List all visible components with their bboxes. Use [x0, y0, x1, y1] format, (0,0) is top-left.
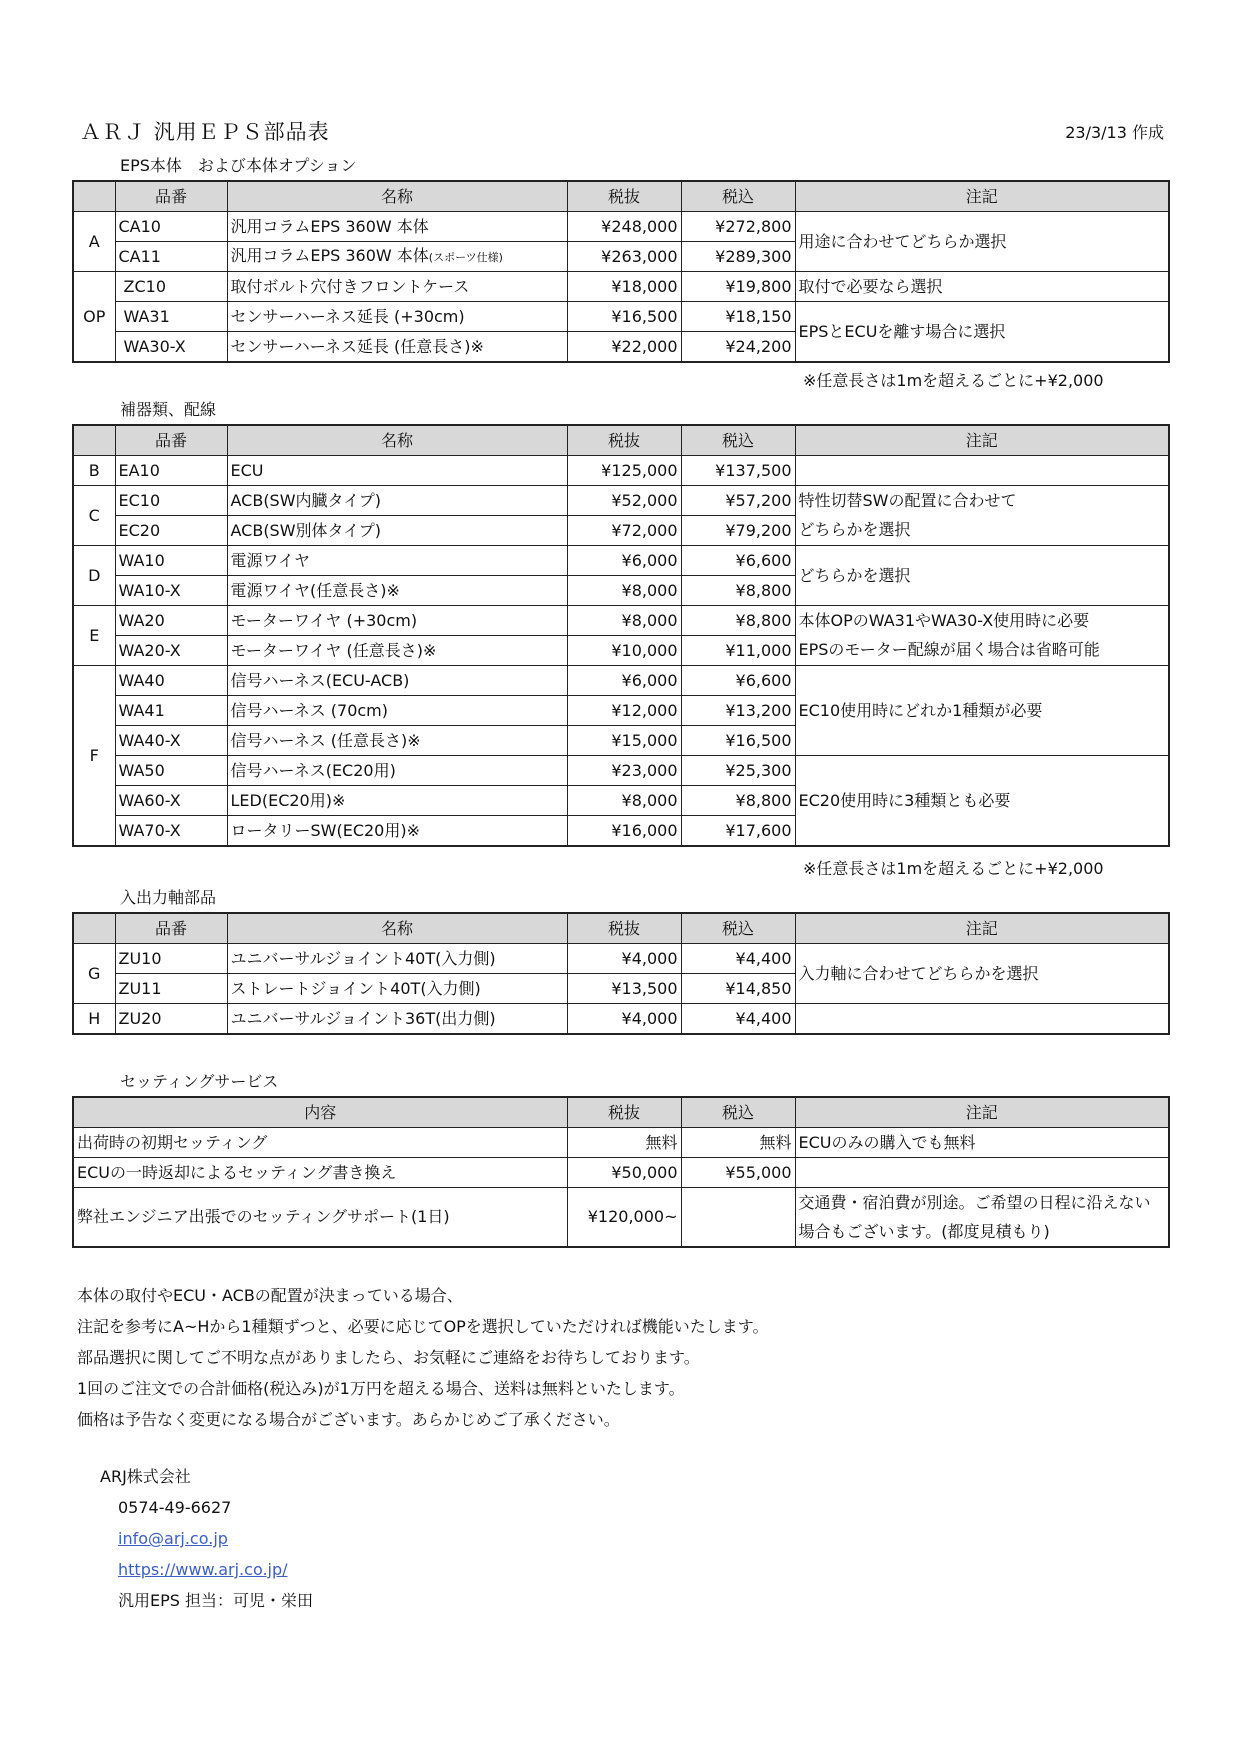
paragraph-line: 1回のご注文での合計価格(税込み)が1万円を超える場合、送料は無料といたします。	[77, 1379, 685, 1398]
table-row	[73, 944, 1169, 974]
table-setting-service	[72, 1096, 1170, 1248]
note-cell: 用途に合わせてどちらか選択	[795, 212, 1169, 272]
price-incl: ¥55,000	[681, 1158, 795, 1188]
header-name: 名称	[227, 913, 567, 944]
part-code: WA20-X	[115, 636, 227, 666]
note-cell: 本体OPのWA31やWA30-X使用時に必要	[795, 606, 1169, 636]
part-name: モーターワイヤ (任意長さ)※	[227, 636, 567, 666]
header-excl: 税抜	[567, 1097, 681, 1128]
header-group	[73, 913, 115, 944]
header-group	[73, 425, 115, 456]
group-label: F	[73, 666, 115, 847]
price-incl: ¥8,800	[681, 786, 795, 816]
group-label: G	[73, 944, 115, 1004]
service-content: ECUの一時返却によるセッティング書き換え	[73, 1158, 567, 1188]
note-cell: 交通費・宿泊費が別途。ご希望の日程に沿えない場合もございます。(都度見積もり)	[795, 1188, 1169, 1248]
table-row	[73, 516, 1169, 546]
table-accessories	[72, 424, 1170, 847]
part-name: ECU	[227, 456, 567, 486]
service-content: 弊社エンジニア出張でのセッティングサポート(1日)	[73, 1188, 567, 1248]
price-excl: ¥8,000	[567, 576, 681, 606]
group-label: OP	[73, 272, 115, 363]
price-excl: 無料	[567, 1128, 681, 1158]
price-excl: ¥50,000	[567, 1158, 681, 1188]
part-name-sub: (スポーツ仕様)	[428, 250, 503, 264]
group-label: H	[73, 1004, 115, 1035]
price-incl: ¥79,200	[681, 516, 795, 546]
price-excl: ¥4,000	[567, 1004, 681, 1035]
table-header-row	[73, 425, 1169, 456]
section-label-service: セッティングサービス	[120, 1072, 279, 1091]
footnote: ※任意長さは1mを超えるごとに+¥2,000	[803, 859, 1104, 878]
price-excl: ¥72,000	[567, 516, 681, 546]
part-code: WA50	[115, 756, 227, 786]
price-excl: ¥6,000	[567, 666, 681, 696]
price-excl: ¥120,000~	[567, 1188, 681, 1248]
price-incl: ¥137,500	[681, 456, 795, 486]
header-code: 品番	[115, 913, 227, 944]
part-code: EC10	[115, 486, 227, 516]
note-cell: EPSのモーター配線が届く場合は省略可能	[795, 636, 1169, 666]
table-row	[73, 302, 1169, 332]
price-incl: ¥4,400	[681, 1004, 795, 1035]
note-cell	[795, 1004, 1169, 1035]
section-label-body: EPS本体 および本体オプション	[120, 156, 357, 175]
part-code: WA31	[115, 302, 227, 332]
table-row	[73, 666, 1169, 696]
part-name: 電源ワイヤ	[227, 546, 567, 576]
header-name: 名称	[227, 425, 567, 456]
table-row	[73, 212, 1169, 242]
price-incl: ¥19,800	[681, 272, 795, 302]
price-incl: ¥289,300	[681, 242, 795, 272]
price-incl: ¥6,600	[681, 546, 795, 576]
part-code: WA30-X	[115, 332, 227, 363]
note-cell: EC20使用時に3種類とも必要	[795, 756, 1169, 847]
page-title: ＡＲＪ 汎用ＥＰＳ部品表	[80, 120, 330, 144]
website-link[interactable]: https://www.arj.co.jp/	[118, 1560, 288, 1579]
note-cell: どちらかを選択	[795, 516, 1169, 546]
table-row	[73, 546, 1169, 576]
part-name	[227, 242, 567, 272]
price-excl: ¥16,000	[567, 816, 681, 847]
part-name: 信号ハーネス(ECU-ACB)	[227, 666, 567, 696]
price-excl: ¥8,000	[567, 786, 681, 816]
part-name: LED(EC20用)※	[227, 786, 567, 816]
price-excl: ¥10,000	[567, 636, 681, 666]
part-name: 信号ハーネス(EC20用)	[227, 756, 567, 786]
price-incl: ¥6,600	[681, 666, 795, 696]
section-label-shaft: 入出力軸部品	[120, 888, 217, 907]
part-code: ZU11	[115, 974, 227, 1004]
part-code: ZC10	[115, 272, 227, 302]
table-row	[73, 456, 1169, 486]
price-incl: ¥14,850	[681, 974, 795, 1004]
price-incl: ¥8,800	[681, 576, 795, 606]
price-excl: ¥18,000	[567, 272, 681, 302]
part-code: WA70-X	[115, 816, 227, 847]
phone-number: 0574-49-6627	[118, 1498, 232, 1517]
table-row	[73, 1158, 1169, 1188]
part-code: ZU10	[115, 944, 227, 974]
part-name: センサーハーネス延長 (+30cm)	[227, 302, 567, 332]
note-cell: 取付で必要なら選択	[795, 272, 1169, 302]
price-incl: ¥25,300	[681, 756, 795, 786]
footnote: ※任意長さは1mを超えるごとに+¥2,000	[803, 371, 1104, 390]
group-label: D	[73, 546, 115, 606]
price-excl: ¥4,000	[567, 944, 681, 974]
header-code: 品番	[115, 181, 227, 212]
price-excl: ¥263,000	[567, 242, 681, 272]
part-code: WA10-X	[115, 576, 227, 606]
table-row	[73, 1004, 1169, 1035]
price-excl: ¥13,500	[567, 974, 681, 1004]
price-excl: ¥23,000	[567, 756, 681, 786]
table-row	[73, 636, 1169, 666]
part-code: WA40-X	[115, 726, 227, 756]
table-body-options	[72, 180, 1170, 363]
header-incl: 税込	[681, 425, 795, 456]
paragraph-line: 本体の取付やECU・ACBの配置が決まっている場合、	[77, 1286, 463, 1305]
notes-paragraph	[77, 1280, 769, 1435]
header-code: 品番	[115, 425, 227, 456]
table-shaft-parts	[72, 912, 1170, 1035]
paragraph-line: 注記を参考にA~Hから1種類ずつと、必要に応じてOPを選択していただければ機能いたします。	[77, 1317, 769, 1336]
staff-contact: 汎用EPS 担当：可児・栄田	[118, 1591, 314, 1610]
part-name: ACB(SW別体タイプ)	[227, 516, 567, 546]
header-excl: 税抜	[567, 913, 681, 944]
part-code: EA10	[115, 456, 227, 486]
paragraph-line: 価格は予告なく変更になる場合がございます。あらかじめご了承ください。	[77, 1410, 620, 1429]
header-note: 注記	[795, 181, 1169, 212]
price-incl: 無料	[681, 1128, 795, 1158]
part-code: WA41	[115, 696, 227, 726]
price-excl: ¥15,000	[567, 726, 681, 756]
price-incl: ¥13,200	[681, 696, 795, 726]
part-code: WA60-X	[115, 786, 227, 816]
header-incl: 税込	[681, 1097, 795, 1128]
table-row	[73, 1188, 1169, 1248]
price-excl: ¥16,500	[567, 302, 681, 332]
price-excl: ¥6,000	[567, 546, 681, 576]
price-excl: ¥248,000	[567, 212, 681, 242]
note-cell: 特性切替SWの配置に合わせて	[795, 486, 1169, 516]
table-header-row	[73, 913, 1169, 944]
part-name: 汎用コラムEPS 360W 本体	[227, 212, 567, 242]
header-excl: 税抜	[567, 181, 681, 212]
note-cell: EC10使用時にどれか1種類が必要	[795, 666, 1169, 756]
price-incl: ¥16,500	[681, 726, 795, 756]
part-name: モーターワイヤ (+30cm)	[227, 606, 567, 636]
part-code: CA11	[115, 242, 227, 272]
part-name: 信号ハーネス (70cm)	[227, 696, 567, 726]
price-incl: ¥4,400	[681, 944, 795, 974]
note-cell	[795, 456, 1169, 486]
part-name: ストレートジョイント40T(入力側)	[227, 974, 567, 1004]
header-note: 注記	[795, 1097, 1169, 1128]
header-note: 注記	[795, 913, 1169, 944]
table-header-row	[73, 1097, 1169, 1128]
price-incl: ¥272,800	[681, 212, 795, 242]
header-excl: 税抜	[567, 425, 681, 456]
part-code: WA20	[115, 606, 227, 636]
table-header-row	[73, 181, 1169, 212]
group-label: A	[73, 212, 115, 272]
group-label: C	[73, 486, 115, 546]
note-cell: ECUのみの購入でも無料	[795, 1128, 1169, 1158]
part-name: センサーハーネス延長 (任意長さ)※	[227, 332, 567, 363]
paragraph-line: 部品選択に関してご不明な点がありましたら、お気軽にご連絡をお待ちしております。	[77, 1348, 700, 1367]
section-label-accessories: 補器類、配線	[120, 400, 217, 419]
note-cell: EPSとECUを離す場合に選択	[795, 302, 1169, 363]
price-incl: ¥17,600	[681, 816, 795, 847]
price-incl	[681, 1188, 795, 1248]
price-excl: ¥125,000	[567, 456, 681, 486]
part-name: 取付ボルト穴付きフロントケース	[227, 272, 567, 302]
price-excl: ¥12,000	[567, 696, 681, 726]
price-excl: ¥52,000	[567, 486, 681, 516]
price-excl: ¥22,000	[567, 332, 681, 363]
service-content: 出荷時の初期セッティング	[73, 1128, 567, 1158]
note-cell: どちらかを選択	[795, 546, 1169, 606]
part-name-main: 汎用コラムEPS 360W 本体	[230, 245, 429, 265]
part-code: ZU20	[115, 1004, 227, 1035]
part-code: CA10	[115, 212, 227, 242]
part-code: WA10	[115, 546, 227, 576]
price-incl: ¥24,200	[681, 332, 795, 363]
email-link[interactable]: info@arj.co.jp	[118, 1529, 228, 1548]
header-group	[73, 181, 115, 212]
table-row	[73, 1128, 1169, 1158]
table-row	[73, 272, 1169, 302]
price-incl: ¥18,150	[681, 302, 795, 332]
part-name: ACB(SW内臓タイプ)	[227, 486, 567, 516]
table-row	[73, 486, 1169, 516]
header-incl: 税込	[681, 181, 795, 212]
part-code: EC20	[115, 516, 227, 546]
header-content: 内容	[73, 1097, 567, 1128]
contact-block	[100, 1461, 313, 1616]
header-incl: 税込	[681, 913, 795, 944]
price-incl: ¥11,000	[681, 636, 795, 666]
group-label: B	[73, 456, 115, 486]
part-name: ユニバーサルジョイント40T(入力側)	[227, 944, 567, 974]
part-name: ロータリーSW(EC20用)※	[227, 816, 567, 847]
price-incl: ¥8,800	[681, 606, 795, 636]
note-cell	[795, 1158, 1169, 1188]
header-name: 名称	[227, 181, 567, 212]
group-label: E	[73, 606, 115, 666]
part-code: WA40	[115, 666, 227, 696]
part-name: 電源ワイヤ(任意長さ)※	[227, 576, 567, 606]
header-note: 注記	[795, 425, 1169, 456]
price-excl: ¥8,000	[567, 606, 681, 636]
table-row	[73, 606, 1169, 636]
table-row	[73, 756, 1169, 786]
note-cell: 入力軸に合わせてどちらかを選択	[795, 944, 1169, 1004]
price-incl: ¥57,200	[681, 486, 795, 516]
part-name: ユニバーサルジョイント36T(出力側)	[227, 1004, 567, 1035]
company-name: ARJ株式会社	[100, 1467, 191, 1486]
part-name: 信号ハーネス (任意長さ)※	[227, 726, 567, 756]
created-date: 23/3/13 作成	[1065, 123, 1164, 142]
